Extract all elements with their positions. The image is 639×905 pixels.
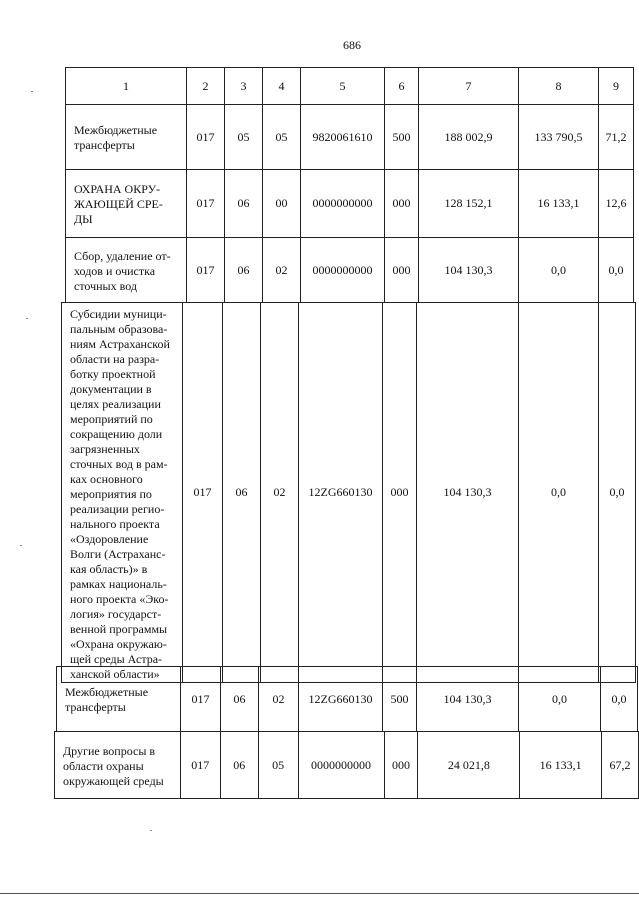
cell-col-7: 128 152,1: [419, 170, 519, 238]
table-header: [65, 67, 634, 105]
cell-col-7: 188 002,9: [419, 105, 519, 170]
cell-col-2: 017: [181, 667, 221, 732]
cell-col-6: 000: [385, 238, 419, 303]
cell-col-4: 02: [263, 238, 301, 303]
row-name: ОХРАНА ОКРУ-ЖАЮЩЕЙ СРЕ-ДЫ: [66, 170, 187, 238]
header-col-2: 2: [187, 68, 225, 105]
header-col-4: 4: [263, 68, 301, 105]
cell-col-6: 500: [385, 105, 419, 170]
table-row: [65, 104, 634, 170]
cell-col-3: 06: [220, 732, 258, 799]
cell-col-4: 02: [259, 667, 299, 732]
header-col-8: 8: [519, 68, 599, 105]
cell-col-7: 24 021,8: [418, 732, 520, 799]
row-name: Субсидии муници-пальным образова-ниям Астраханской области на разра-ботку проектной документации в целях реализации мероприятий по сокращению доли загрязненных сточных вод в рам-ках основного мероприятия по реализации регио-нального проекта «Оздоровление Волги (Астраханс-кая область)» в рамках националь-ного проекта «Эко-логия» государст-венной программы «Охрана окружаю-щей среды Астра-ханской области»: [62, 303, 183, 683]
cell-col-7: 104 130,3: [419, 238, 519, 303]
cell-col-3: 06: [223, 303, 261, 683]
cell-col-5: 12ZG660130: [299, 667, 383, 732]
cell-col-4: 05: [258, 732, 298, 799]
header-col-1: 1: [66, 68, 187, 105]
cell-col-7: 104 130,3: [417, 303, 519, 683]
cell-col-3: 06: [225, 170, 263, 238]
header-col-6: 6: [385, 68, 419, 105]
header-col-7: 7: [419, 68, 519, 105]
cell-col-2: 017: [187, 238, 225, 303]
cell-col-6: 000: [385, 170, 419, 238]
cell-col-9: 0,0: [599, 238, 634, 303]
cell-col-4: 02: [261, 303, 299, 683]
cell-col-8: 0,0: [519, 303, 599, 683]
row-name: Межбюджетные трансферты: [57, 667, 181, 732]
cell-col-8: 0,0: [519, 238, 599, 303]
cell-col-9: 0,0: [599, 303, 636, 683]
scan-speck: [31, 91, 33, 92]
cell-col-3: 06: [221, 667, 259, 732]
cell-col-2: 017: [183, 303, 223, 683]
row-name: Другие вопросы в области охраны окружающей среды: [55, 732, 181, 799]
header-col-9: 9: [599, 68, 634, 105]
table-row: [56, 666, 638, 732]
cell-col-7: 104 130,3: [417, 667, 519, 732]
cell-col-5: 0000000000: [301, 170, 385, 238]
cell-col-5: 12ZG660130: [299, 303, 383, 683]
cell-col-8: 133 790,5: [519, 105, 599, 170]
table-row: [61, 302, 636, 683]
page-bottom-rule: [0, 893, 639, 894]
row-name: Сбор, удаление от-ходов и очистка сточных вод: [66, 238, 187, 303]
cell-col-9: 0,0: [601, 667, 638, 732]
cell-col-4: 05: [263, 105, 301, 170]
cell-col-3: 05: [225, 105, 263, 170]
table-row: [54, 731, 639, 799]
page-number: 686: [343, 38, 361, 52]
cell-col-8: 16 133,1: [520, 732, 602, 799]
cell-col-2: 017: [180, 732, 220, 799]
scan-speck: [20, 545, 22, 546]
cell-col-6: 000: [383, 303, 417, 683]
header-col-3: 3: [225, 68, 263, 105]
cell-col-5: 0000000000: [298, 732, 384, 799]
cell-col-2: 017: [187, 170, 225, 238]
cell-col-9: 71,2: [599, 105, 634, 170]
cell-col-5: 9820061610: [301, 105, 385, 170]
cell-col-6: 000: [384, 732, 418, 799]
scan-speck: [150, 830, 152, 831]
table-row: [65, 237, 634, 303]
cell-col-8: 16 133,1: [519, 170, 599, 238]
header-col-5: 5: [301, 68, 385, 105]
scan-speck: [26, 318, 28, 319]
cell-col-9: 12,6: [599, 170, 634, 238]
table-row: [65, 169, 634, 238]
cell-col-3: 06: [225, 238, 263, 303]
cell-col-4: 00: [263, 170, 301, 238]
cell-col-6: 500: [383, 667, 417, 732]
cell-col-9: 67,2: [601, 732, 638, 799]
row-name: Межбюджетные трансферты: [66, 105, 187, 170]
cell-col-2: 017: [187, 105, 225, 170]
cell-col-5: 0000000000: [301, 238, 385, 303]
cell-col-8: 0,0: [519, 667, 601, 732]
